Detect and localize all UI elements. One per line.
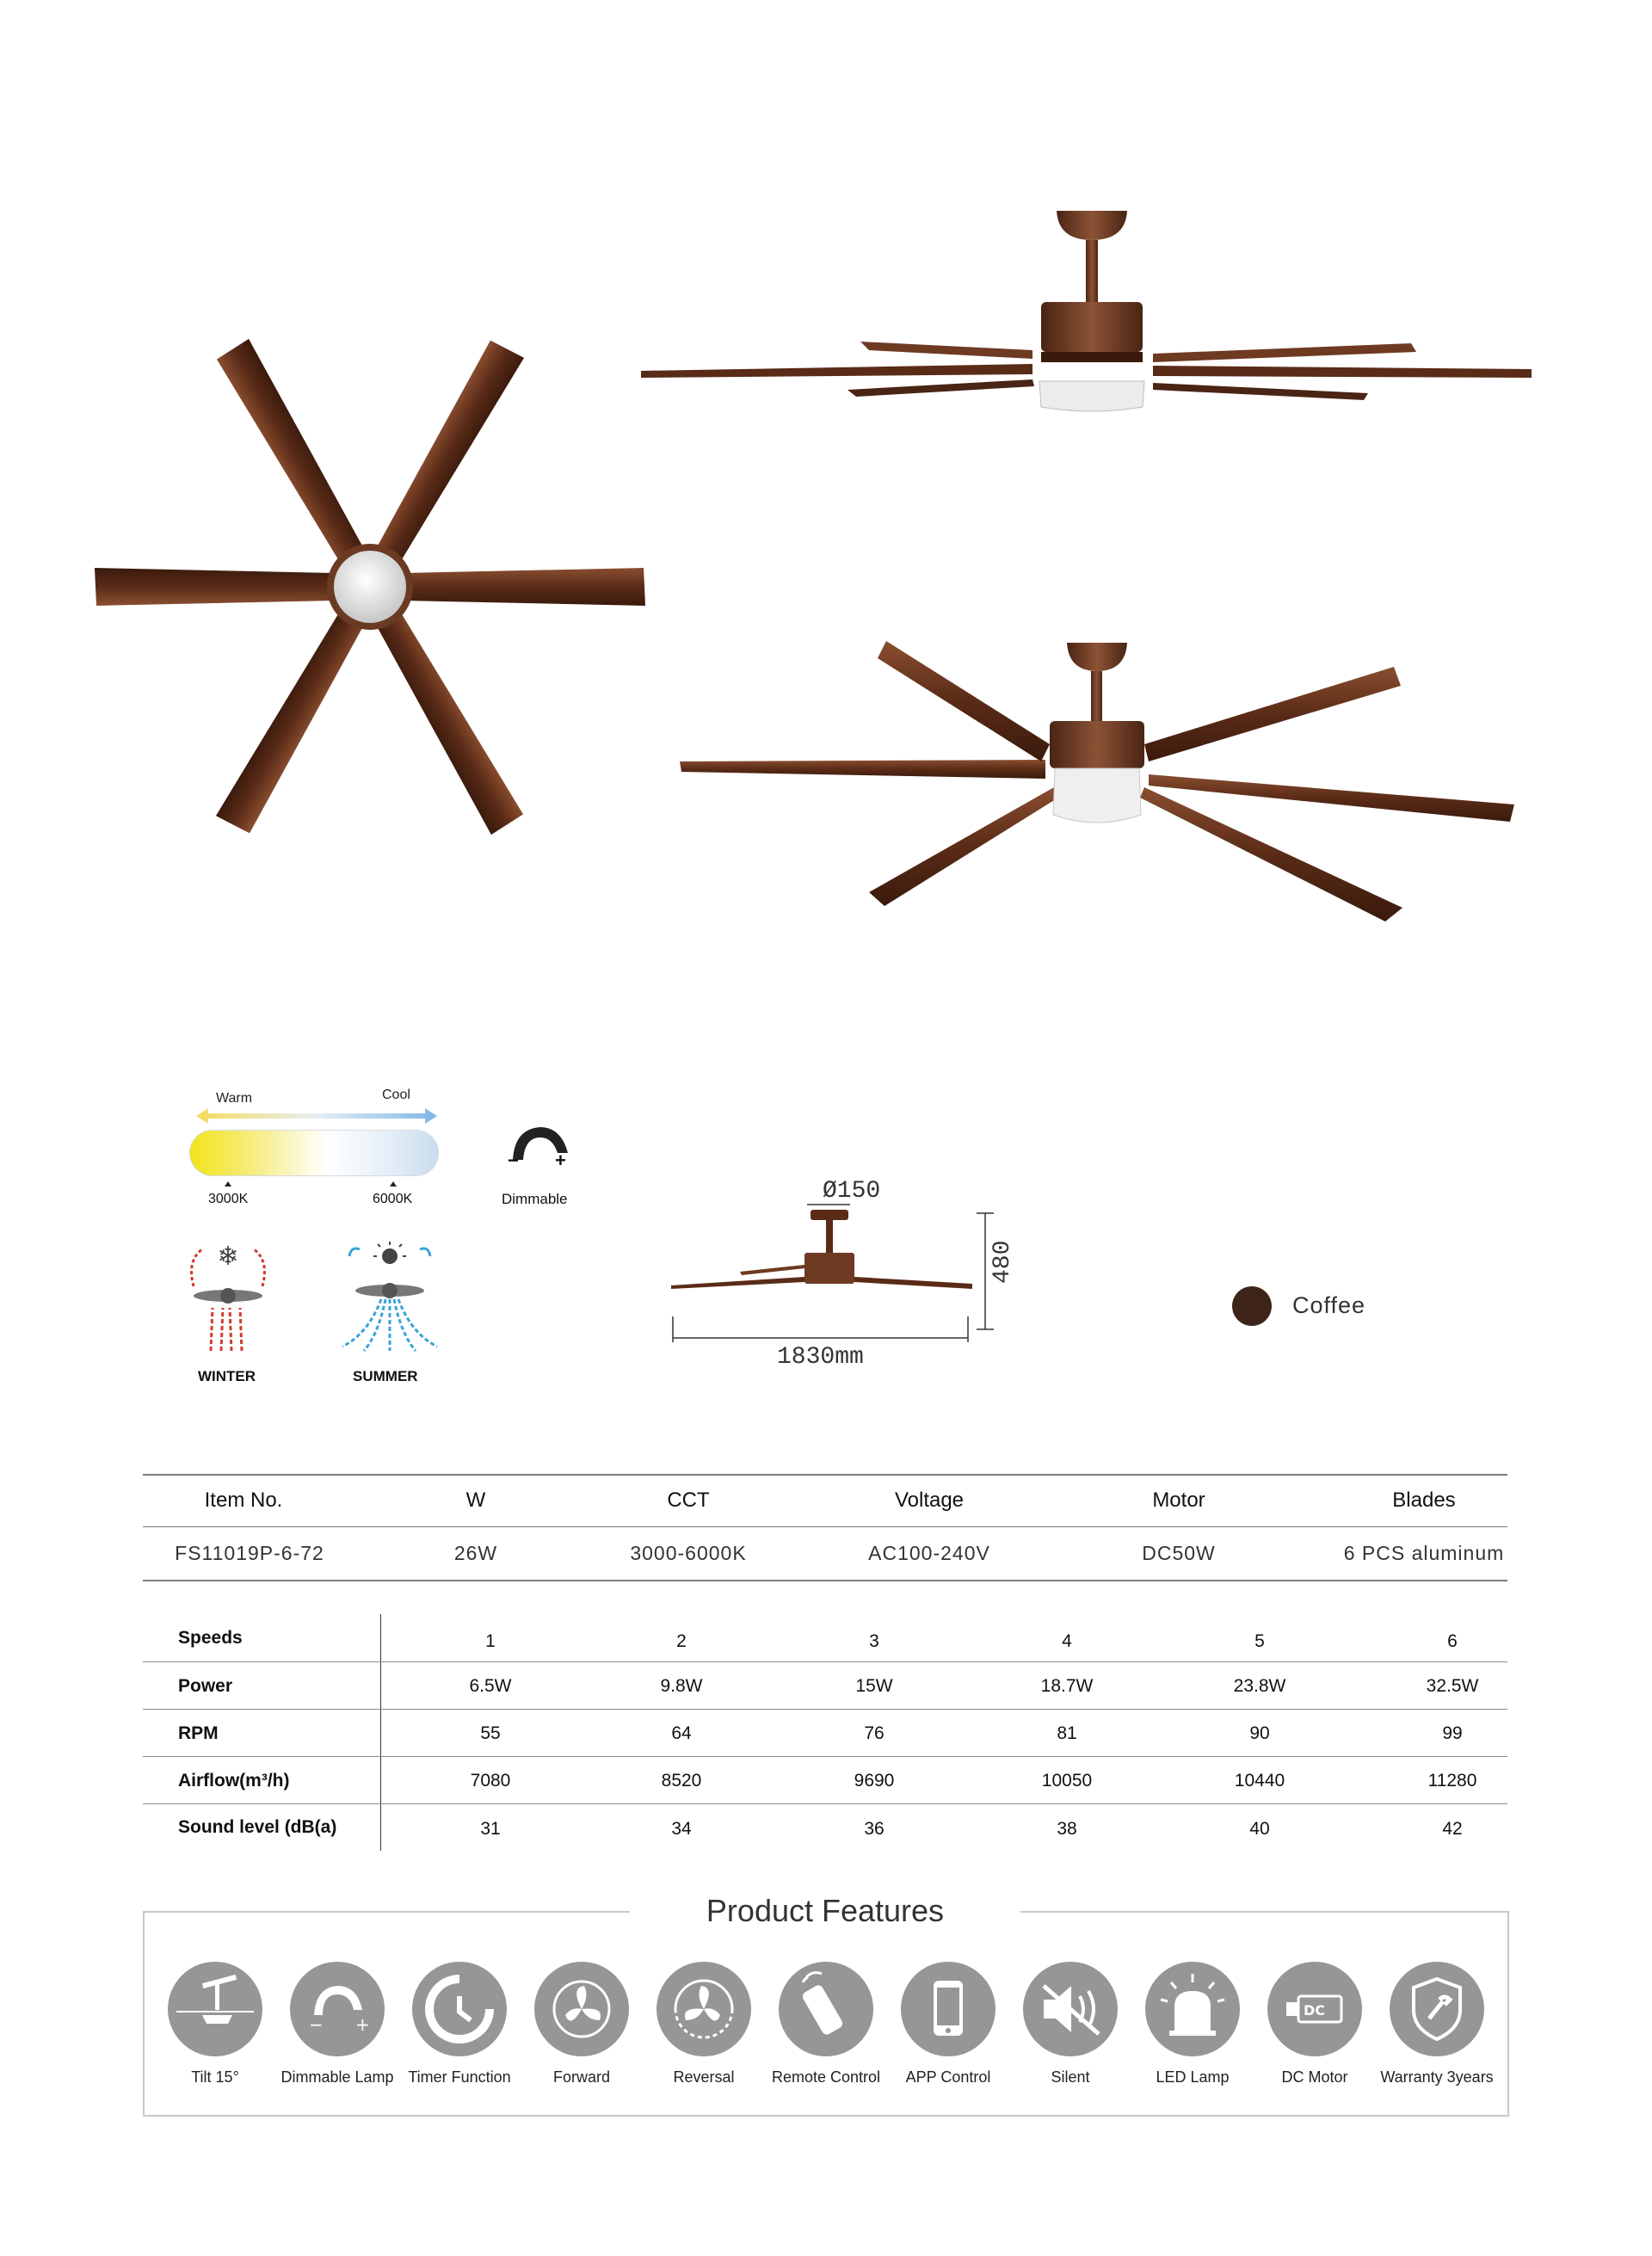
- feature-led-lamp-label: LED Lamp: [1156, 2068, 1230, 2086]
- power-speed-6: 32.5W: [1426, 1676, 1479, 1696]
- led-lamp-icon: [1145, 1962, 1240, 2056]
- feature-dc-motor-label: DC Motor: [1281, 2068, 1348, 2086]
- sound-speed-3: 36: [864, 1819, 885, 1839]
- spec-bottom-rule: [143, 1580, 1507, 1581]
- feature-warranty-label: Warranty 3years: [1380, 2068, 1494, 2086]
- remote-control-icon: [779, 1962, 873, 2056]
- speed-rule-3: [143, 1756, 1507, 1757]
- silent-icon: [1023, 1962, 1118, 2056]
- dimmable-lamp-icon: [290, 1962, 385, 2056]
- dc-badge-text: DC: [1304, 2002, 1326, 2019]
- airflow-speed-6: 11280: [1427, 1771, 1477, 1791]
- rpm-speed-2: 64: [671, 1723, 692, 1743]
- caret-6000k-icon: [390, 1181, 397, 1187]
- spec-voltage: AC100-240V: [868, 1542, 990, 1564]
- speed-3: 3: [869, 1631, 879, 1651]
- speed-2: 2: [676, 1631, 687, 1651]
- dc-motor-icon: [1267, 1962, 1362, 2056]
- fan-top-view-image: [77, 327, 671, 860]
- airflow-speed-3: 9690: [854, 1771, 895, 1791]
- canopy-diameter-label: Ø150: [823, 1178, 881, 1205]
- dimmable-plus-icon: +: [555, 1150, 566, 1171]
- sound-speed-6: 42: [1442, 1819, 1463, 1839]
- spec-header-motor: Motor: [1152, 1489, 1205, 1512]
- feature-reversal-label: Reversal: [673, 2068, 735, 2086]
- speed-4: 4: [1062, 1631, 1072, 1651]
- spec-header-voltage: Voltage: [894, 1489, 965, 1512]
- spec-motor: DC50W: [1142, 1542, 1216, 1564]
- coffee-swatch: [1232, 1286, 1272, 1326]
- rpm-speed-5: 90: [1249, 1723, 1270, 1743]
- power-speed-2: 9.8W: [660, 1676, 703, 1696]
- power-speed-4: 18.7W: [1040, 1676, 1094, 1696]
- caret-3000k-icon: [225, 1181, 231, 1187]
- warm-label: Warm: [216, 1091, 253, 1106]
- fan-side-view-image: [637, 202, 1549, 417]
- feature-silent-label: Silent: [1051, 2068, 1090, 2086]
- power-speed-5: 23.8W: [1233, 1676, 1286, 1696]
- svg-text:❄: ❄: [217, 1242, 239, 1272]
- rpm-label: RPM: [178, 1723, 219, 1743]
- spec-header-item-no: Item No.: [204, 1489, 283, 1512]
- speeds-label: Speeds: [178, 1628, 243, 1648]
- reversal-fan-icon: [656, 1962, 751, 2056]
- summer-mode-icon: [334, 1239, 446, 1355]
- forward-fan-icon: [534, 1962, 629, 2056]
- speed-1: 1: [485, 1631, 496, 1651]
- power-label: Power: [178, 1676, 233, 1696]
- spec-wattage: 26W: [453, 1542, 498, 1564]
- timer-icon: [412, 1962, 507, 2056]
- dimmable-label: Dimmable: [502, 1191, 568, 1207]
- spec-header-cct: CCT: [667, 1489, 710, 1512]
- spec-header-w: W: [465, 1489, 486, 1512]
- feature-timer-label: Timer Function: [408, 2068, 511, 2086]
- power-speed-1: 6.5W: [469, 1676, 512, 1696]
- svg-text:−: −: [309, 2014, 324, 2035]
- sound-level-label: Sound level (dB(a): [178, 1817, 337, 1837]
- airflow-speed-1: 7080: [470, 1771, 511, 1791]
- sound-speed-4: 38: [1057, 1819, 1077, 1839]
- rpm-speed-6: 99: [1442, 1723, 1463, 1743]
- feature-tilt-label: Tilt 15°: [191, 2068, 239, 2086]
- sound-speed-2: 34: [671, 1819, 692, 1839]
- span-label: 1830mm: [777, 1344, 864, 1371]
- spec-cct: 3000-6000K: [630, 1542, 747, 1564]
- cct-max-label: 6000K: [373, 1192, 413, 1206]
- airflow-label: Airflow(m³/h): [178, 1771, 290, 1791]
- sound-speed-1: 31: [480, 1819, 501, 1839]
- winter-mode-icon: [176, 1239, 280, 1355]
- finish-name: Coffee: [1292, 1292, 1366, 1318]
- speed-5: 5: [1254, 1631, 1265, 1651]
- spec-mid-rule: [143, 1526, 1507, 1527]
- svg-text:+: +: [355, 2014, 370, 2035]
- summer-label: SUMMER: [353, 1368, 418, 1384]
- rpm-speed-3: 76: [864, 1723, 885, 1743]
- features-title: Product Features: [706, 1893, 945, 1928]
- feature-dimmable-lamp-label: Dimmable Lamp: [280, 2068, 394, 2086]
- spec-header-blades: Blades: [1392, 1489, 1456, 1512]
- feature-remote-control-label: Remote Control: [771, 2068, 881, 2086]
- dimmable-minus-icon: −: [508, 1150, 519, 1171]
- winter-label: WINTER: [198, 1368, 256, 1384]
- feature-forward-label: Forward: [552, 2068, 610, 2086]
- rpm-speed-4: 81: [1057, 1723, 1077, 1743]
- tilt-icon: [168, 1962, 262, 2056]
- cct-min-label: 3000K: [208, 1192, 249, 1206]
- spec-top-rule: [143, 1474, 1507, 1476]
- height-label: 480: [989, 1240, 1016, 1284]
- spec-item-no: FS11019P-6-72: [175, 1542, 324, 1564]
- speed-rule-4: [143, 1803, 1507, 1804]
- color-temperature-bar: [189, 1130, 439, 1176]
- dimension-drawing: [663, 1170, 1024, 1377]
- airflow-speed-5: 10440: [1234, 1771, 1285, 1791]
- speed-rule-2: [143, 1709, 1507, 1710]
- power-speed-3: 15W: [855, 1676, 893, 1696]
- speed-6: 6: [1447, 1631, 1458, 1651]
- feature-app-control-label: APP Control: [905, 2068, 991, 2086]
- rpm-speed-1: 55: [480, 1723, 501, 1743]
- speed-rule-1: [143, 1661, 1507, 1662]
- warranty-shield-icon: [1390, 1962, 1484, 2056]
- speed-table-divider: [380, 1614, 381, 1851]
- airflow-speed-2: 8520: [661, 1771, 702, 1791]
- airflow-speed-4: 10050: [1041, 1771, 1093, 1791]
- fan-perspective-view-image: [663, 632, 1532, 929]
- sound-speed-5: 40: [1249, 1819, 1270, 1839]
- phone-icon: [901, 1962, 996, 2056]
- spec-blades: 6 PCS aluminum: [1343, 1542, 1505, 1564]
- cool-label: Cool: [382, 1088, 410, 1102]
- warm-cool-arrow-icon: [196, 1108, 437, 1124]
